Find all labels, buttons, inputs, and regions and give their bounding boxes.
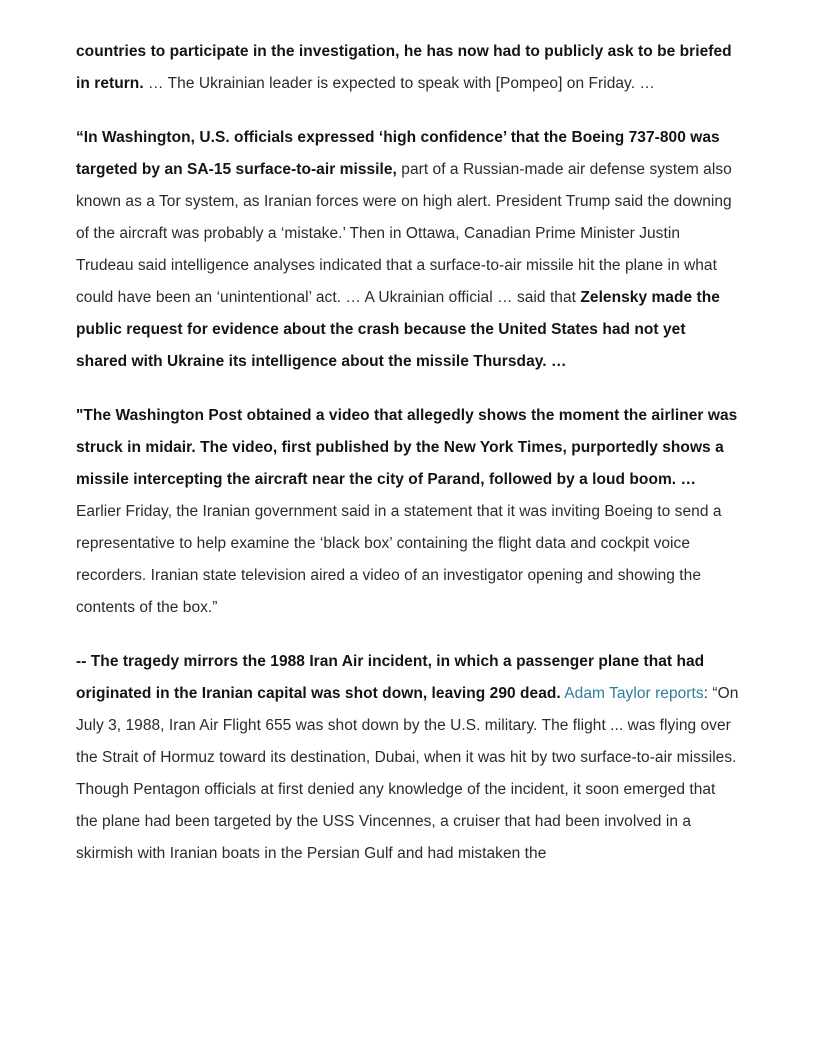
body-text: : “On July 3, 1988, Iran Air Flight 655 was shot down by the U.S. military. The flight ... was flying over the Strait of Hormuz toward its destination, Dubai, when it was hit by two surface-to-air missiles. Though Pentagon officials at first denied any knowledge of the incident, it soon emerged that the plane had been targeted by the USS Vincennes, a cruiser that had been involved in a skirmish with Iranian boats in the Persian Gulf and had mistaken the xyxy=(76,685,739,862)
body-text: … The Ukrainian leader is expected to speak with [Pompeo] on Friday. … xyxy=(143,75,655,92)
paragraph xyxy=(76,400,740,624)
bold-text: Zelensky made the public request for evidence about the crash because the United States had not yet shared with Ukraine its intelligence about the missile Thursday. … xyxy=(76,289,720,370)
body-text: Earlier Friday, the Iranian government said in a statement that it was inviting Boeing to send a representative to help examine the ‘black box’ containing the flight data and cockpit voice recorders. Iranian state television aired a video of an investigator opening and showing the contents of the box.” xyxy=(76,503,722,616)
article-body xyxy=(76,36,740,870)
article-link[interactable]: Adam Taylor reports xyxy=(564,685,704,702)
paragraph xyxy=(76,122,740,378)
bold-text: “In Washington, U.S. officials expressed ‘high confidence’ that the Boeing 737-800 was targeted by an SA-15 surface-to-air missile, xyxy=(76,129,720,178)
paragraph xyxy=(76,646,740,870)
bold-text: "The Washington Post obtained a video that allegedly shows the moment the airliner was struck in midair. The video, first published by the New York Times, purportedly shows a missile intercepting the aircraft near the city of Parand, followed by a loud boom. … xyxy=(76,407,738,488)
paragraph xyxy=(76,36,740,100)
body-text: part of a Russian-made air defense system also known as a Tor system, as Iranian forces were on high alert. President Trump said the downing of the aircraft was probably a ‘mistake.’ Then in Ottawa, Canadian Prime Minister Justin Trudeau said intelligence analyses indicated that a surface-to-air missile hit the plane in what could have been an ‘unintentional’ act. … A Ukrainian official … said that xyxy=(76,161,732,306)
bold-text: -- The tragedy mirrors the 1988 Iran Air incident, in which a passenger plane that had originated in the Iranian capital was shot down, leaving 290 dead. xyxy=(76,653,705,702)
bold-text: countries to participate in the investigation, he has now had to publicly ask to be briefed in return. xyxy=(76,43,732,92)
